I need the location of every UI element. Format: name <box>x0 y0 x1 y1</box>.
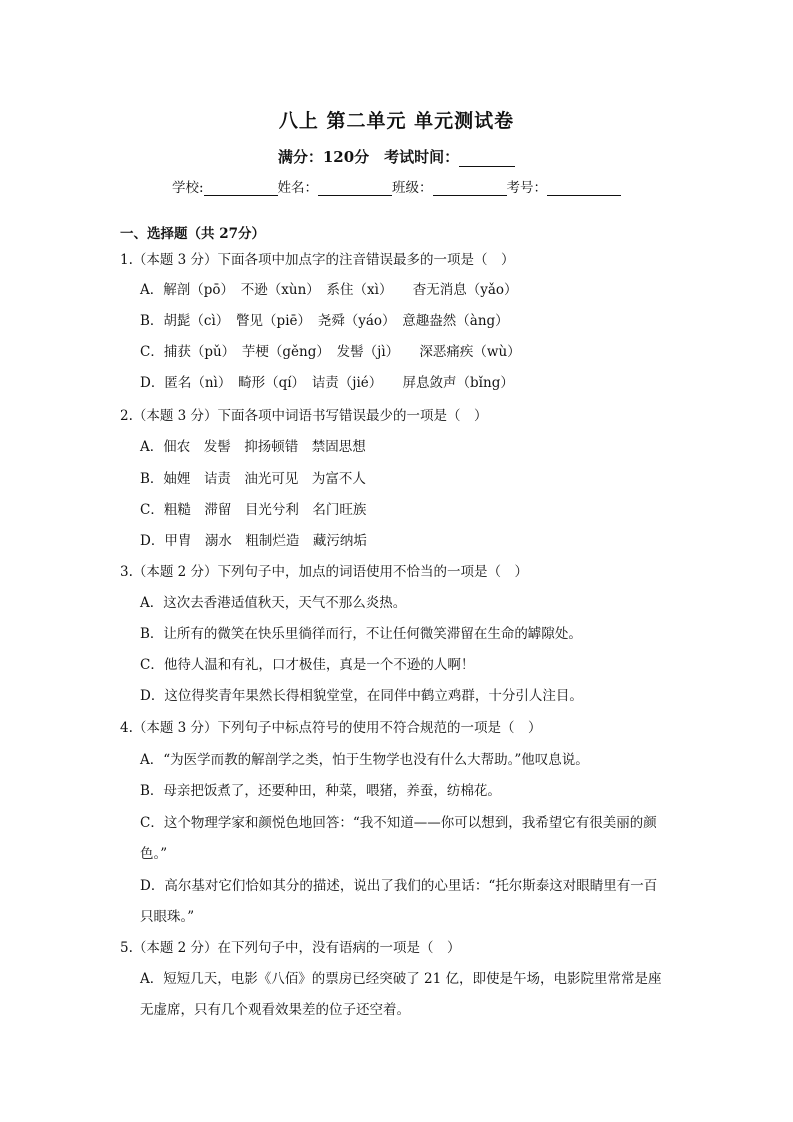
option-item[interactable]: C．这个物理学家和颜悦色地回答：“我不知道——你可以想到，我希望它有很美丽的颜 <box>140 815 657 831</box>
question-stem: 5.（本题 2 分）在下列句子中，没有语病的一项是（ ） <box>120 940 461 956</box>
option-continuation: 无虚席，只有几个观看效果差的位子还空着。 <box>140 1002 410 1018</box>
option-item[interactable]: A．短短几天，电影《八佰》的票房已经突破了 21 亿，即使是午场，电影院里常常是座 <box>140 971 662 987</box>
name-label: 姓名： <box>277 180 319 196</box>
option-item[interactable]: B．胡髭（cì） 瞥见（piē） 尧舜（yáo） 意趣盎然（àng） <box>140 313 509 329</box>
option-item[interactable]: A．解剖（pō） 不逊（xùn） 系住（xì） 杳无消息（yǎo） <box>140 282 518 298</box>
option-continuation: 只眼珠。” <box>140 909 195 925</box>
student-info-line <box>0 176 793 196</box>
option-item[interactable]: C．捕获（pǔ） 芋梗（gěng） 发髻（jì） 深恶痛疾（wù） <box>140 344 521 360</box>
question-stem: 4.（本题 3 分）下列句子中标点符号的使用不符合规范的一项是（ ） <box>120 720 542 736</box>
question-stem: 2.（本题 3 分）下面各项中词语书写错误最少的一项是（ ） <box>120 408 488 424</box>
option-continuation: 色。” <box>140 846 168 862</box>
class-blank[interactable] <box>433 181 507 196</box>
option-item[interactable]: D．匿名（nì） 畸形（qí） 诘责（jié） 屏息敛声（bǐng） <box>140 375 514 391</box>
option-item[interactable]: B．母亲把饭煮了，还要种田，种菜，喂猪，养蚕，纺棉花。 <box>140 783 501 799</box>
option-item[interactable]: C．他待人温和有礼，口才极佳，真是一个不逊的人啊！ <box>140 657 475 673</box>
page-title: 八上 第二单元 单元测试卷 <box>278 110 515 132</box>
option-item[interactable]: D．高尔基对它们恰如其分的描述，说出了我们的心里话：“托尔斯泰这对眼睛里有一百 <box>140 878 658 894</box>
section-heading: 一、选择题（共 27分） <box>120 226 265 242</box>
option-item[interactable]: B．妯娌 诘责 油光可见 为富不人 <box>140 471 366 487</box>
option-item[interactable]: B．让所有的微笑在快乐里徜徉而行，不让任何微笑滞留在生命的罅隙处。 <box>140 626 582 642</box>
number-blank[interactable] <box>547 181 621 196</box>
option-item[interactable]: C．粗糙 滞留 目光兮利 名门旺族 <box>140 502 367 518</box>
school-blank[interactable] <box>204 181 278 196</box>
class-label: 班级： <box>392 180 433 196</box>
question-stem: 3.（本题 2 分）下列句子中，加点的词语使用不恰当的一项是（ ） <box>120 564 529 580</box>
option-item[interactable]: D．甲胄 溺水 粗制烂造 藏污纳垢 <box>140 533 367 549</box>
name-blank[interactable] <box>318 181 392 196</box>
option-item[interactable]: A．这次去香港适值秋天，天气不那么炎热。 <box>140 595 407 611</box>
option-item[interactable]: A．佃农 发髻 抑扬顿错 禁固思想 <box>140 439 366 455</box>
score-time-line <box>0 146 793 167</box>
school-label: 学校: <box>171 180 204 196</box>
option-item[interactable]: D．这位得奖青年果然长得相貌堂堂，在同伴中鹤立鸡群，十分引人注目。 <box>140 688 583 704</box>
question-stem: 1.（本题 3 分）下面各项中加点字的注音错误最多的一项是（ ） <box>120 252 515 268</box>
number-label: 考号： <box>506 180 548 196</box>
time-blank[interactable] <box>459 152 515 167</box>
option-item[interactable]: A．“为医学而教的解剖学之类，怕于生物学也没有什么大帮助。”他叹息说。 <box>140 752 589 768</box>
score-time-label: 满分：120分 考试时间： <box>277 148 460 166</box>
